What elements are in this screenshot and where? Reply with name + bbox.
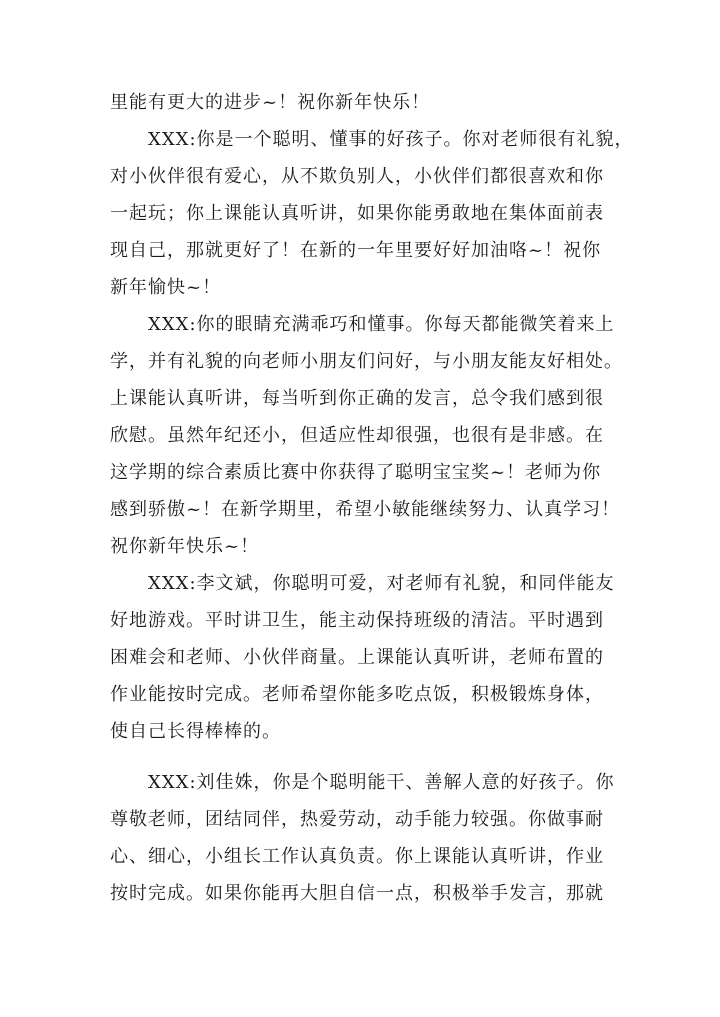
text-line: 按时完成。如果你能再大胆自信一点，积极举手发言，那就 (110, 883, 604, 904)
text-line: XXX:你是一个聪明、懂事的好孩子。你对老师很有礼貌， (148, 129, 634, 150)
paragraph-continuation (110, 84, 610, 121)
paragraph-comment-3 (110, 565, 615, 750)
text-line: 作业能按时完成。老师希望你能多吃点饭，积极锻炼身体， (110, 684, 604, 705)
text-line: 感到骄傲~！在新学期里，希望小敏能继续努力、认真学习！ (110, 499, 621, 520)
text-line: 困难会和老师、小伙伴商量。上课能认真听讲，老师布置的 (110, 647, 604, 668)
text-line: XXX:你的眼睛充满乖巧和懂事。你每天都能微笑着来上 (148, 314, 615, 335)
paragraph-gap (110, 750, 610, 764)
paragraph-comment-1 (110, 121, 634, 306)
text-line: 祝你新年快乐~！ (110, 536, 260, 557)
text-line: 上课能认真听讲，每当听到你正确的发言，总令我们感到很 (110, 388, 604, 409)
text-line: 学，并有礼貌的向老师小朋友们问好，与小朋友能友好相处。 (110, 351, 623, 372)
text-line: 对小伙伴很有爱心，从不欺负别人，小伙伴们都很喜欢和你 (110, 166, 604, 187)
text-line: 欣慰。虽然年纪还小，但适应性却很强，也很有是非感。在 (110, 425, 604, 446)
text-line: 使自己长得棒棒的。 (110, 721, 281, 742)
paragraph-comment-2 (110, 306, 623, 565)
paragraph-comment-4 (110, 764, 615, 912)
text-line: 尊敬老师，团结同伴，热爱劳动，动手能力较强。你做事耐 (110, 809, 604, 830)
text-line: 一起玩；你上课能认真听讲，如果你能勇敢地在集体面前表 (110, 203, 604, 224)
document-body (110, 84, 634, 912)
text-line: 好地游戏。平时讲卫生，能主动保持班级的清洁。平时遇到 (110, 610, 604, 631)
text-line: 里能有更大的进步~！祝你新年快乐！ (110, 92, 431, 113)
text-line: XXX:刘佳姝，你是个聪明能干、善解人意的好孩子。你 (148, 772, 615, 793)
text-line: 这学期的综合素质比赛中你获得了聪明宝宝奖~！老师为你 (110, 462, 602, 483)
text-line: 现自己，那就更好了！在新的一年里要好好加油咯~！祝你 (110, 240, 602, 261)
text-line: 心、细心，小组长工作认真负责。你上课能认真听讲，作业 (110, 846, 604, 867)
text-line: XXX:李文斌，你聪明可爱，对老师有礼貌，和同伴能友 (148, 573, 615, 594)
text-line: 新年愉快~！ (110, 277, 222, 298)
